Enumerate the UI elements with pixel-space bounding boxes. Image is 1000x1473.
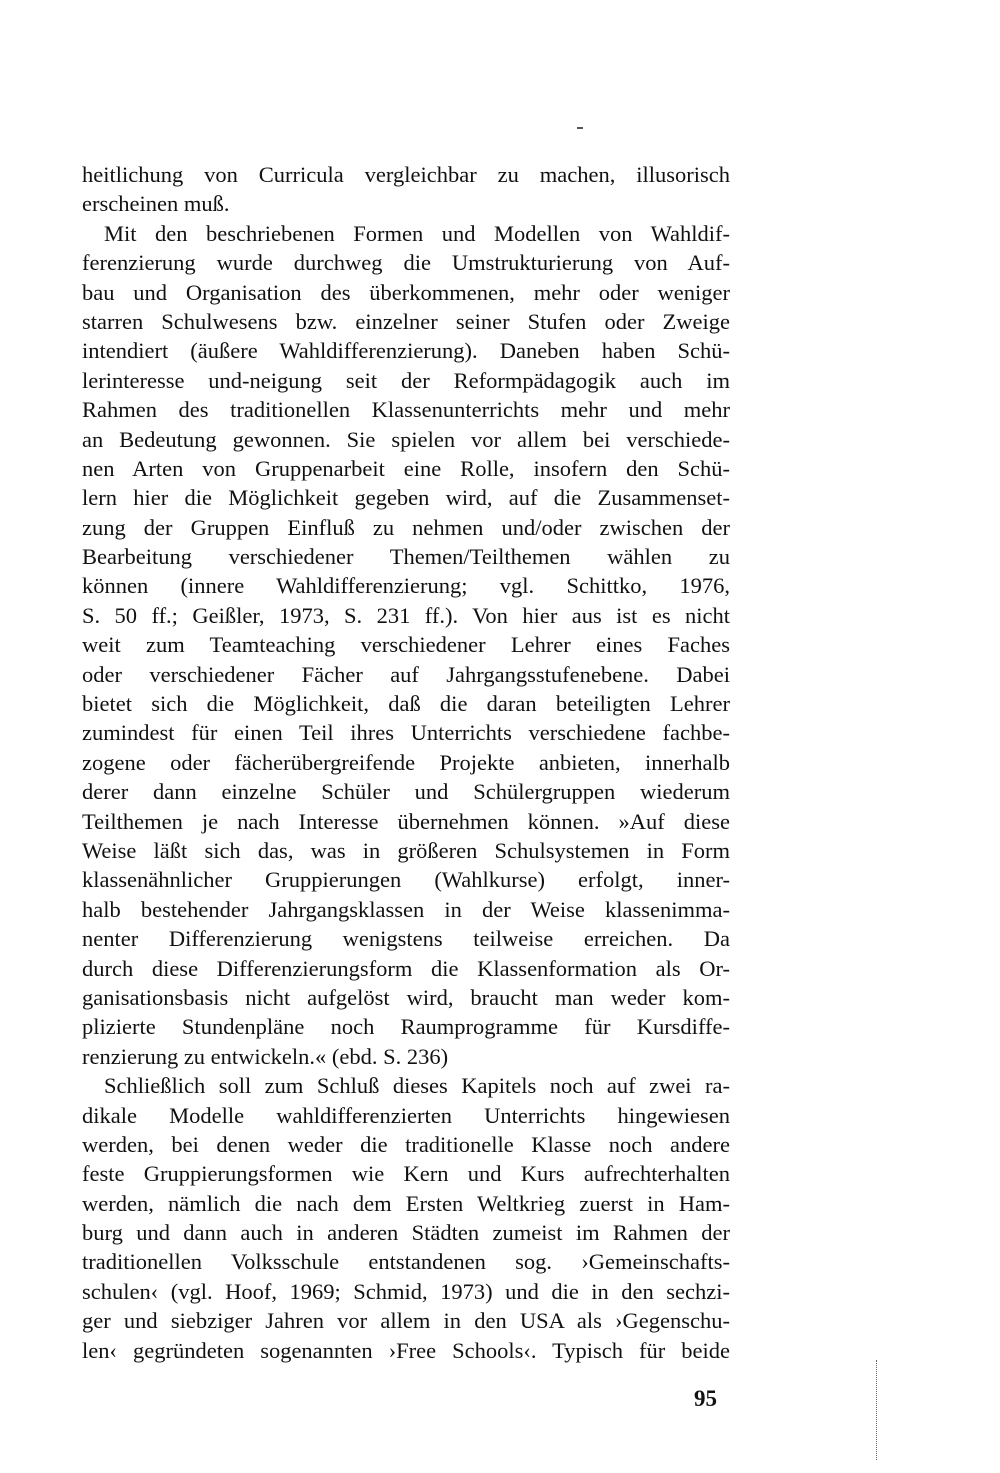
text-line: zung der Gruppen Einfluß zu nehmen und/oder zwischen der [82, 514, 730, 540]
scan-edge-artifact [876, 1360, 879, 1460]
text-line: durch diese Differenzierungsform die Klassenformation als Or- [82, 955, 730, 981]
text-line: nenter Differenzierung wenigstens teilweise erreichen. Da [82, 926, 730, 952]
text-line: traditionellen Volksschule entstandenen sog. ›Gemeinschafts- [82, 1249, 730, 1275]
text-line: dikale Modelle wahldifferenzierten Unterrichts hingewiesen [82, 1102, 730, 1128]
text-line: lern hier die Möglichkeit gegeben wird, auf die Zusammenset- [82, 485, 730, 511]
text-line: werden, bei denen weder die traditionelle Klasse noch andere [82, 1131, 730, 1157]
text-line: an Bedeutung gewonnen. Sie spielen vor allem bei verschiede- [82, 426, 730, 452]
text-line: ganisationsbasis nicht aufgelöst wird, braucht man weder kom- [82, 984, 730, 1010]
text-line: intendiert (äußere Wahldifferenzierung). Daneben haben Schü- [82, 338, 730, 364]
text-line: Weise läßt sich das, was in größeren Schulsystemen in Form [82, 837, 730, 863]
text-line: burg und dann auch in anderen Städten zumeist im Rahmen der [82, 1220, 730, 1246]
text-line: plizierte Stundenpläne noch Raumprogramme für Kursdiffe- [82, 1014, 730, 1040]
text-line: klassenähnlicher Gruppierungen (Wahlkurse) erfolgt, inner- [82, 867, 730, 893]
text-line: weit zum Teamteaching verschiedener Lehrer eines Faches [82, 632, 730, 658]
text-line: Mit den beschriebenen Formen und Modellen von Wahldif- [104, 220, 730, 246]
text-line: lerinteresse und-neigung seit der Reformpädagogik auch im [82, 367, 730, 393]
text-line: nen Arten von Gruppenarbeit eine Rolle, insofern den Schü- [82, 455, 730, 481]
text-line: können (innere Wahldifferenzierung; vgl. Schittko, 1976, [82, 573, 730, 599]
text-line: oder verschiedener Fächer auf Jahrgangsstufenebene. Dabei [82, 661, 730, 687]
text-line: feste Gruppierungsformen wie Kern und Kurs aufrechterhalten [82, 1161, 730, 1187]
text-line: Bearbeitung verschiedener Themen/Teilthemen wählen zu [82, 544, 730, 570]
scan-mark [577, 127, 583, 129]
text-line: S. 50 ff.; Geißler, 1973, S. 231 ff.). Von hier aus ist es nicht [82, 602, 730, 628]
body-text [82, 160, 730, 1365]
text-line: zogene oder fächerübergreifende Projekte anbieten, innerhalb [82, 749, 730, 775]
text-line: derer dann einzelne Schüler und Schülergruppen wiederum [82, 779, 730, 805]
text-line: bau und Organisation des überkommenen, mehr oder weniger [82, 279, 730, 305]
text-line: renzierung zu entwickeln.« (ebd. S. 236) [82, 1043, 449, 1069]
page-number: 95 [694, 1386, 717, 1411]
text-line: halb bestehender Jahrgangsklassen in der Weise klassenimma- [82, 896, 730, 922]
text-line: ger und siebziger Jahren vor allem in den USA als ›Gegenschu- [82, 1308, 730, 1334]
text-line: erscheinen muß. [82, 191, 230, 217]
text-line: len‹ gegründeten sogenannten ›Free Schools‹. Typisch für beide [82, 1337, 730, 1363]
text-line: bietet sich die Möglichkeit, daß die daran beteiligten Lehrer [82, 691, 730, 717]
text-line: ferenzierung wurde durchweg die Umstrukturierung von Auf- [82, 250, 730, 276]
text-line: heitlichung von Curricula vergleichbar zu machen, illusorisch [82, 162, 730, 187]
text-line: starren Schulwesens bzw. einzelner seiner Stufen oder Zweige [82, 308, 730, 334]
text-line: zumindest für einen Teil ihres Unterrichts verschiedene fachbe- [82, 720, 730, 746]
text-line: Schließlich soll zum Schluß dieses Kapitels noch auf zwei ra- [104, 1073, 730, 1099]
text-line: werden, nämlich die nach dem Ersten Weltkrieg zuerst in Ham- [82, 1190, 730, 1216]
text-line: Teilthemen je nach Interesse übernehmen können. »Auf diese [82, 808, 730, 834]
text-line: Rahmen des traditionellen Klassenunterrichts mehr und mehr [82, 397, 730, 423]
text-line: schulen‹ (vgl. Hoof, 1969; Schmid, 1973) und die in den sechzi- [82, 1278, 730, 1304]
